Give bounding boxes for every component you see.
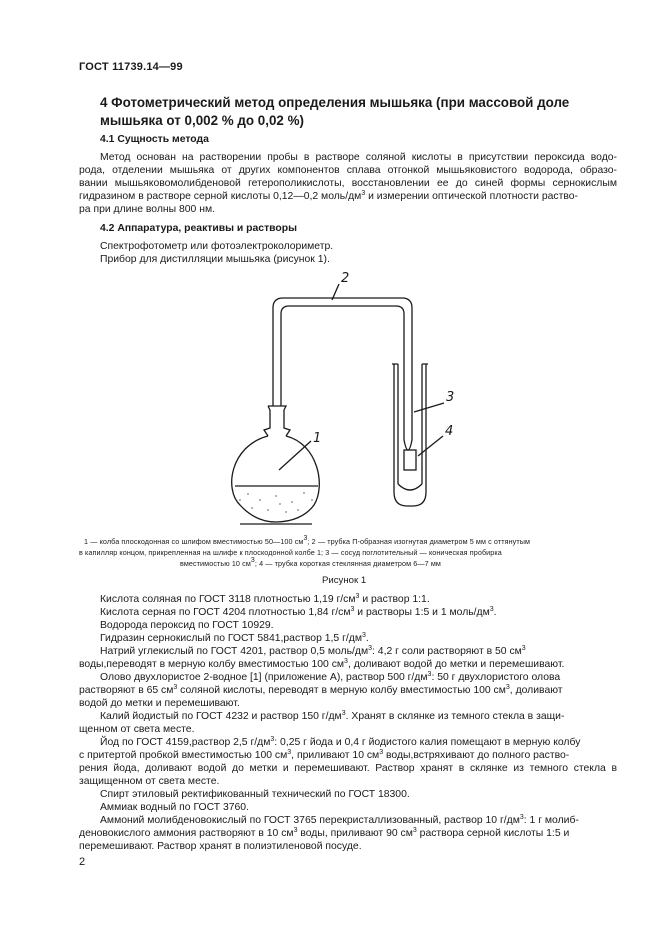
- text-line: Спектрофотометр или фотоэлектроколориметр.: [100, 241, 334, 252]
- reagent-line: перемешивают. Раствор хранят в полиэтиленовой посуде.: [79, 841, 362, 852]
- figure-label-3: 3: [446, 390, 455, 405]
- figure-label-4: 4: [445, 424, 454, 439]
- reagent-line: Кислота соляная по ГОСТ 3118 плотностью 1,19 $г/см^3$ и раствор 1:1.: [100, 593, 430, 605]
- reagent-line: рения йода, доливают водой до метки и перемешивают. Раствор хранят в склянке из темного стекла в: [79, 763, 617, 774]
- figure-label-1: 1: [313, 431, 322, 446]
- reagent-line: щенном от света месте.: [79, 724, 195, 735]
- flask-body: [232, 436, 320, 522]
- reagent-line: Аммиак водный по ГОСТ 3760.: [100, 802, 249, 813]
- caption-line: 1 — колба плоскодонная со шлифом вместимостью 50—100 $см^3$; 2 — трубка П-образная изогнутая диаметром 5 мм с оттянутым: [84, 535, 531, 546]
- reagent-line: Олово двухлористое 2-водное [1] (приложение А), раствор 500 $г/дм^3$: 50 г двухлористого олова: [100, 671, 561, 683]
- reagent-line: Йод по ГОСТ 4159,раствор 2,5 $г/дм^3$: 0,25 г йода и 0,4 г йодистого калия помещают в мерную колбу: [100, 736, 581, 748]
- reagent-line: водой до метки и перемешивают.: [79, 698, 240, 709]
- reagent-line: Спирт этиловый ректификованный технический по ГОСТ 18300.: [100, 789, 410, 800]
- running-header: ГОСТ 11739.14—99: [79, 61, 183, 73]
- reagent-line: с притертой пробкой вместимостью 100 $см^3$, приливают 10 $см^3$ воды,встряхивают до полного раство-: [79, 749, 570, 761]
- section-title-line-1: 4 Фотометрический метод определения мышьяка (при массовой доле: [100, 95, 570, 110]
- text-line: гидразином в растворе серной кислоты 0,12—0,2 моль/$дм^3$ и измерении оптической плотности раство-: [79, 190, 579, 202]
- caption-line: в капилляр концом, прикрепленная на шлифе к плоскодонной колбе 1; 3 — сосуд поглотительный — коническая пробирка: [79, 548, 502, 557]
- subsection-title-4-1: 4.1 Сущность метода: [100, 134, 209, 145]
- page-number: 2: [79, 856, 86, 868]
- leader-3: [414, 403, 444, 412]
- flask-stopper: [268, 406, 290, 436]
- reagent-line: Гидразин сернокислый по ГОСТ 5841,раствор 1,5 $г/дм^3$.: [100, 632, 369, 644]
- figure-title: Рисунок 1: [322, 575, 367, 586]
- section-title-line-2: мышьяка от 0,002 % до 0,02 %): [100, 113, 304, 128]
- u-tube-inner: [281, 306, 404, 440]
- text-line: ра при длине волны 800 нм.: [79, 204, 215, 215]
- reagent-line: Водорода пероксид по ГОСТ 10929.: [100, 620, 274, 631]
- figure-label-2: 2: [341, 271, 350, 286]
- reagent-line: Аммоний молибденовокислый по ГОСТ 3765 перекристаллизованный, раствор 10 $г/дм^3$: 1 г молиб-: [100, 814, 579, 826]
- distillation-apparatus-figure: [0, 260, 661, 530]
- reagent-line: Кислота серная по ГОСТ 4204 плотностью 1,84 $г/см^3$ и растворы 1:5 и 1 моль/$дм^3$.: [100, 606, 497, 618]
- reagent-line: защищенном от света месте.: [79, 776, 220, 787]
- u-tube-outer: [273, 298, 412, 440]
- subsection-title-4-2: 4.2 Аппаратура, реактивы и растворы: [100, 223, 297, 234]
- text-line: Метод основан на растворении пробы в растворе соляной кислоты в присутствии пероксида водо-: [100, 152, 617, 163]
- reagent-line: Калий йодистый по ГОСТ 4232 и раствор 150 $г/дм^3$. Хранят в склянке из темного стекла в защи-: [100, 710, 565, 722]
- text-line: Прибор для дистилляции мышьяка (рисунок 1).: [100, 254, 330, 265]
- reagent-line: воды,переводят в мерную колбу вместимостью 100 $см^3$, доливают водой до метки и перемешивают.: [79, 658, 565, 670]
- text-line: рода, отделении мышьяка от других компонентов сплава отгонкой мышьяковистого водорода, образо-: [79, 165, 617, 176]
- leader-1: [279, 441, 311, 470]
- caption-line: вместимостью 10 $см^3$; 4 — трубка короткая стеклянная диаметром 6—7 мм: [180, 557, 441, 568]
- text-line: вании мышьяковомолибденовой гетерополикислоты, восстановлении ее до синей формы сернокислым: [79, 178, 617, 189]
- reagent-line: Натрий углекислый по ГОСТ 4201, раствор 0,5 моль/$дм^3$: 4,2 г соли растворяют в 50 $см^3$: [100, 645, 526, 657]
- reagent-line: растворяют в 65 $см^3$ соляной кислоты, переводят в мерную колбу вместимостью 100 $см^3$, доливают: [79, 684, 563, 696]
- reagent-line: деновокислого аммония растворяют в 10 $см^3$ воды, приливают 90 $см^3$ раствора серной кислоты 1:5 и: [79, 827, 570, 839]
- short-glass-tube: [404, 450, 416, 470]
